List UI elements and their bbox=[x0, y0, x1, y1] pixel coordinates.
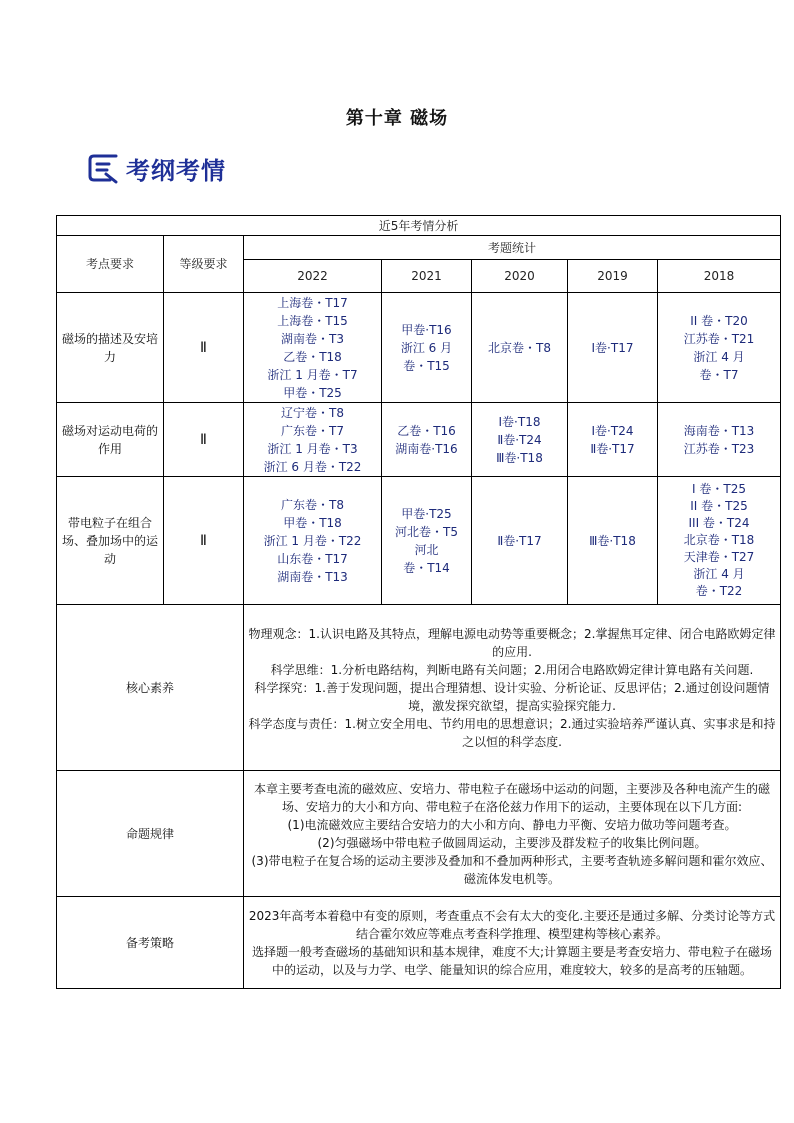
topic-cell: 磁场对运动电荷的作用 bbox=[57, 403, 164, 477]
exam-ref: 辽宁卷・T8 bbox=[281, 405, 344, 420]
core-literacy-text bbox=[244, 605, 781, 771]
table-row bbox=[57, 477, 781, 605]
exam-ref: 甲卷·T25 bbox=[401, 506, 452, 521]
exam-pattern-label: 命题规律 bbox=[57, 771, 244, 897]
exam-ref: 乙卷・T16 bbox=[397, 423, 456, 438]
header-statistics: 考题统计 bbox=[244, 236, 781, 260]
exam-ref: 湖南卷・T13 bbox=[277, 569, 348, 584]
paragraph: 选择题一般考查磁场的基础知识和基本规律，难度不大;计算题主要是考查安培力、带电粒子在磁场中的运动，以及与力学、电学、能量知识的综合应用，难度较大，较多的是高考的压轴题。 bbox=[251, 944, 773, 977]
refs-2020 bbox=[472, 293, 568, 403]
exam-ref: III 卷・T24 bbox=[688, 516, 750, 530]
section-header bbox=[86, 150, 226, 186]
refs-2022 bbox=[244, 293, 382, 403]
exam-ref: Ⅱ卷·T17 bbox=[497, 533, 542, 548]
header-year-2020: 2020 bbox=[472, 260, 568, 293]
refs-2021 bbox=[382, 403, 472, 477]
table-row bbox=[57, 403, 781, 477]
header-level: 等级要求 bbox=[164, 236, 244, 293]
exam-ref: 上海卷・T15 bbox=[277, 313, 348, 328]
core-literacy-row bbox=[57, 605, 781, 771]
exam-ref: 卷・T14 bbox=[403, 560, 450, 575]
exam-ref: 山东卷・T17 bbox=[277, 551, 348, 566]
exam-ref: 河北 bbox=[414, 542, 439, 557]
exam-analysis-table bbox=[56, 215, 781, 989]
exam-ref: 浙江 6 月 bbox=[400, 340, 453, 355]
exam-ref: Ⅰ卷·T24 bbox=[591, 423, 634, 438]
core-literacy-label: 核心素养 bbox=[57, 605, 244, 771]
refs-2018 bbox=[658, 403, 781, 477]
refs-2019 bbox=[568, 403, 658, 477]
exam-ref: 江苏卷・T21 bbox=[683, 331, 755, 346]
refs-2018 bbox=[658, 477, 781, 605]
exam-ref: 河北卷・T5 bbox=[395, 524, 458, 539]
paragraph: 本章主要考查电流的磁效应、安培力、带电粒子在磁场中运动的问题，主要涉及各种电流产生的磁场、安培力的大小和方向、带电粒子在洛伦兹力作用下的运动，主要体现在以下几方面: bbox=[254, 781, 771, 814]
header-year-2018: 2018 bbox=[658, 260, 781, 293]
refs-2021 bbox=[382, 477, 472, 605]
paragraph: 科学思维：1.分析电路结构，判断电路有关问题；2.用闭合电路欧姆定律计算电路有关问题. bbox=[270, 662, 754, 677]
level-cell: Ⅱ bbox=[164, 477, 244, 605]
exam-ref: 北京卷・T18 bbox=[683, 533, 755, 547]
table-row bbox=[57, 293, 781, 403]
strategy-label: 备考策略 bbox=[57, 897, 244, 989]
refs-2018 bbox=[658, 293, 781, 403]
exam-ref: 卷・T7 bbox=[699, 367, 739, 382]
paragraph: 科学态度与责任：1.树立安全用电、节约用电的思想意识；2.通过实验培养严谨认真、实事求是和持之以恒的科学态度. bbox=[248, 716, 776, 749]
strategy-text bbox=[244, 897, 781, 989]
exam-ref: Ⅲ卷·T18 bbox=[496, 450, 543, 465]
refs-2020 bbox=[472, 403, 568, 477]
level-cell: Ⅱ bbox=[164, 293, 244, 403]
header-requirement: 考点要求 bbox=[57, 236, 164, 293]
paragraph: (2)匀强磁场中带电粒子做圆周运动，主要涉及群发粒子的收集比例问题。 bbox=[317, 835, 707, 850]
paragraph: 2023年高考本着稳中有变的原则，考查重点不会有太大的变化.主要还是通过多解、分类讨论等方式结合霍尔效应等难点考查科学推理、模型建构等核心素养。 bbox=[248, 908, 776, 941]
strategy-row bbox=[57, 897, 781, 989]
paragraph: (3)带电粒子在复合场的运动主要涉及叠加和不叠加两种形式，主要考查轨迹多解问题和霍尔效应、磁流体发电机等。 bbox=[251, 853, 773, 886]
exam-ref: 卷・T15 bbox=[403, 358, 450, 373]
exam-ref: 海南卷・T13 bbox=[683, 423, 755, 438]
exam-ref: 甲卷・T18 bbox=[283, 515, 342, 530]
exam-ref: 浙江 1 月卷・T22 bbox=[263, 533, 362, 548]
exam-ref: Ⅲ卷·T18 bbox=[589, 533, 636, 548]
exam-ref: 广东卷・T8 bbox=[281, 497, 344, 512]
exam-ref: 湖南卷·T16 bbox=[395, 441, 458, 456]
header-year-2022: 2022 bbox=[244, 260, 382, 293]
refs-2019 bbox=[568, 293, 658, 403]
table-caption: 近5年考情分析 bbox=[57, 216, 781, 236]
exam-ref: 湖南卷・T3 bbox=[281, 331, 344, 346]
paragraph: (1)电流磁效应主要结合安培力的大小和方向、静电力平衡、安培力做功等问题考查。 bbox=[287, 817, 737, 832]
exam-ref: 浙江 4 月 bbox=[693, 567, 745, 581]
document-lines-icon bbox=[86, 150, 122, 186]
exam-ref: 甲卷·T16 bbox=[401, 322, 452, 337]
exam-ref: Ⅰ卷·T17 bbox=[591, 340, 634, 355]
exam-ref: 浙江 1 月卷・T3 bbox=[267, 441, 358, 456]
refs-2022 bbox=[244, 477, 382, 605]
topic-cell: 带电粒子在组合场、叠加场中的运动 bbox=[57, 477, 164, 605]
exam-ref: 浙江 4 月 bbox=[693, 349, 745, 364]
header-year-2019: 2019 bbox=[568, 260, 658, 293]
exam-ref: 浙江 6 月卷・T22 bbox=[263, 459, 362, 474]
exam-ref: 江苏卷・T23 bbox=[683, 441, 755, 456]
refs-2022 bbox=[244, 403, 382, 477]
topic-cell: 磁场的描述及安培力 bbox=[57, 293, 164, 403]
refs-2019 bbox=[568, 477, 658, 605]
exam-ref: 广东卷・T7 bbox=[281, 423, 344, 438]
exam-pattern-text bbox=[244, 771, 781, 897]
level-cell: Ⅱ bbox=[164, 403, 244, 477]
exam-ref: 上海卷・T17 bbox=[277, 295, 348, 310]
exam-ref: 天津卷・T27 bbox=[683, 550, 755, 564]
paragraph: 物理观念：1.认识电路及其特点，理解电源电动势等重要概念；2.掌握焦耳定律、闭合电路欧姆定律的应用. bbox=[248, 626, 776, 659]
exam-ref: 甲卷・T25 bbox=[283, 385, 342, 400]
exam-ref: I 卷・T25 bbox=[692, 482, 746, 496]
chapter-title: 第十章 磁场 bbox=[345, 108, 449, 129]
section-header-label: 考纲考情 bbox=[126, 156, 226, 185]
exam-ref: 乙卷・T18 bbox=[283, 349, 342, 364]
paragraph: 科学探究：1.善于发现问题，提出合理猜想、设计实验、分析论证、反思评估；2.通过创设问题情境，激发探究欲望，提高实验探究能力. bbox=[254, 680, 770, 713]
exam-pattern-row bbox=[57, 771, 781, 897]
exam-ref: 北京卷・T8 bbox=[488, 340, 551, 355]
exam-ref: Ⅰ卷·T18 bbox=[498, 414, 541, 429]
refs-2020 bbox=[472, 477, 568, 605]
exam-ref: 卷・T22 bbox=[695, 584, 743, 598]
exam-ref: II 卷・T25 bbox=[690, 499, 748, 513]
exam-ref: 浙江 1 月卷・T7 bbox=[267, 367, 358, 382]
exam-ref: Ⅱ卷·T17 bbox=[590, 441, 635, 456]
refs-2021 bbox=[382, 293, 472, 403]
exam-ref: II 卷・T20 bbox=[690, 313, 748, 328]
header-year-2021: 2021 bbox=[382, 260, 472, 293]
exam-ref: Ⅱ卷·T24 bbox=[497, 432, 542, 447]
